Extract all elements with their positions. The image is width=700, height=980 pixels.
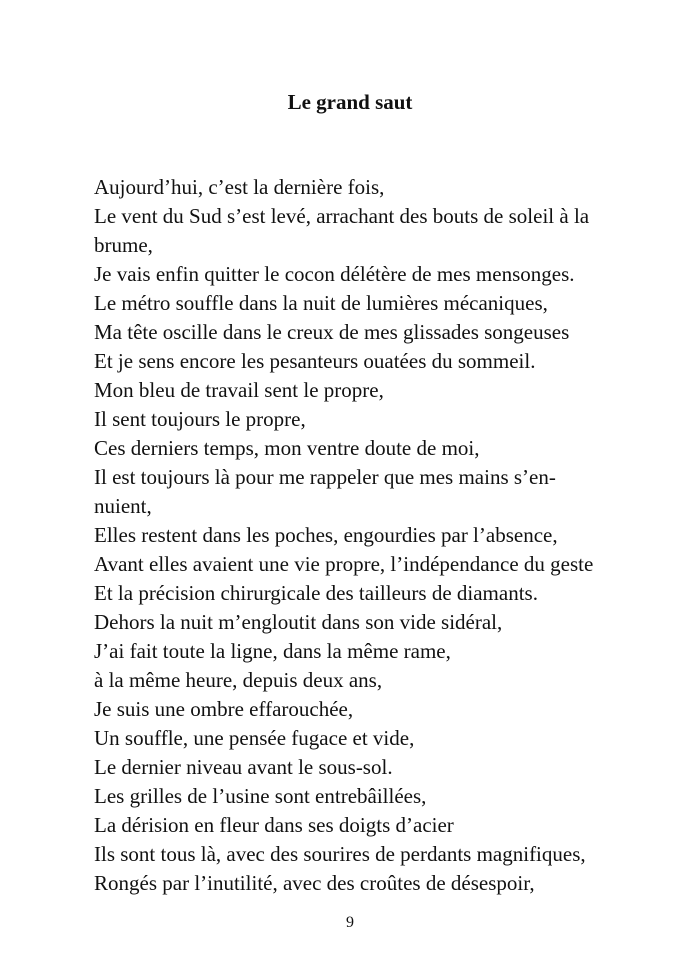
poem-title: Le grand saut [287, 90, 413, 114]
poem-line: Le métro souffle dans la nuit de lumières mécaniques, [94, 291, 548, 315]
poem-line: Mon bleu de travail sent le propre, [94, 378, 384, 402]
poem-line: Elles restent dans les poches, engourdies par l’absence, [94, 523, 558, 547]
poem-line: Et la précision chirurgicale des tailleurs de diamants. [94, 581, 538, 605]
poem-line: Un souffle, une pensée fugace et vide, [94, 726, 415, 750]
poem-line: Avant elles avaient une vie propre, l’indépendance du geste [94, 552, 594, 576]
poem-line: Ces derniers temps, mon ventre doute de moi, [94, 436, 480, 460]
poem-line: Les grilles de l’usine sont entrebâillées, [94, 784, 427, 808]
poem-line: La dérision en fleur dans ses doigts d’acier [94, 813, 454, 837]
poem-body [94, 173, 634, 898]
poem-line: Et je sens encore les pesanteurs ouatées du sommeil. [94, 349, 536, 373]
poem-line: Le dernier niveau avant le sous-sol. [94, 755, 393, 779]
poem-line: à la même heure, depuis deux ans, [94, 668, 383, 692]
poem-line: Aujourd’hui, c’est la dernière fois, [94, 175, 385, 199]
poem-line: Je vais enfin quitter le cocon délétère de mes mensonges. [94, 262, 575, 286]
poem-line: Je suis une ombre effarouchée, [94, 697, 354, 721]
poem-line: Ils sont tous là, avec des sourires de perdants magnifiques, [94, 842, 586, 866]
poem-line: Ma tête oscille dans le creux de mes glissades songeuses [94, 320, 570, 344]
poem-line: J’ai fait toute la ligne, dans la même rame, [94, 639, 451, 663]
poem-line: Il sent toujours le propre, [94, 407, 306, 431]
poem-line: nuient, [94, 494, 152, 518]
poem-line: Rongés par l’inutilité, avec des croûtes de désespoir, [94, 871, 535, 895]
poem-line: Il est toujours là pour me rappeler que mes mains s’en- [94, 465, 556, 489]
poem-line: brume, [94, 233, 153, 257]
poem-line: Dehors la nuit m’engloutit dans son vide sidéral, [94, 610, 503, 634]
poem-line: Le vent du Sud s’est levé, arrachant des bouts de soleil à la [94, 204, 590, 228]
page-number: 9 [346, 914, 354, 931]
